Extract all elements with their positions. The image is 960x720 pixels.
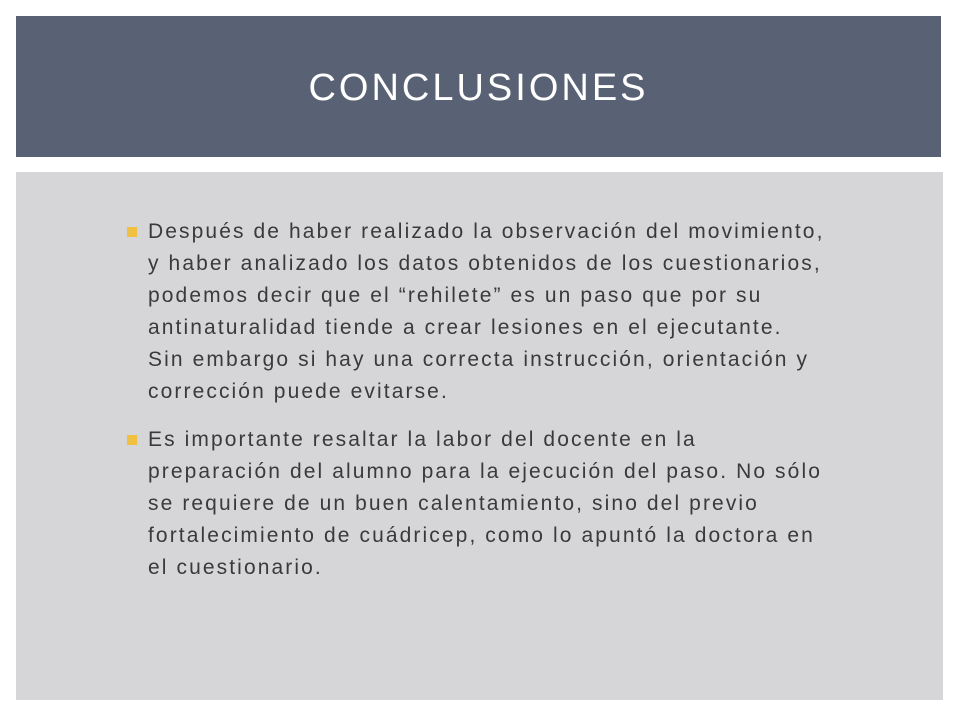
- bullet-item: [127, 216, 827, 408]
- bullet-text: Es importante resaltar la labor del docente en la preparación del alumno para la ejecución del paso. No sólo se requiere de un buen calentamiento, sino del previo fortalecimiento de cuádricep, como lo apuntó la doctora en el cuestionario.: [148, 428, 822, 579]
- slide-title: CONCLUSIONES: [308, 67, 649, 109]
- bullet-text: Después de haber realizado la observación del movimiento, y haber analizado los datos obtenidos de los cuestionarios, podemos decir que el “rehilete” es un paso que por su antinaturalidad tiende a crear lesiones en el ejecutante. Sin embargo si hay una correcta instrucción, orientación y corrección puede evitarse.: [148, 220, 825, 403]
- square-bullet-icon: [127, 227, 137, 237]
- bullet-item: [127, 424, 827, 584]
- content-panel: [16, 172, 943, 700]
- square-bullet-icon: [127, 435, 137, 445]
- bullet-list: [127, 216, 827, 600]
- title-bar: [16, 16, 941, 157]
